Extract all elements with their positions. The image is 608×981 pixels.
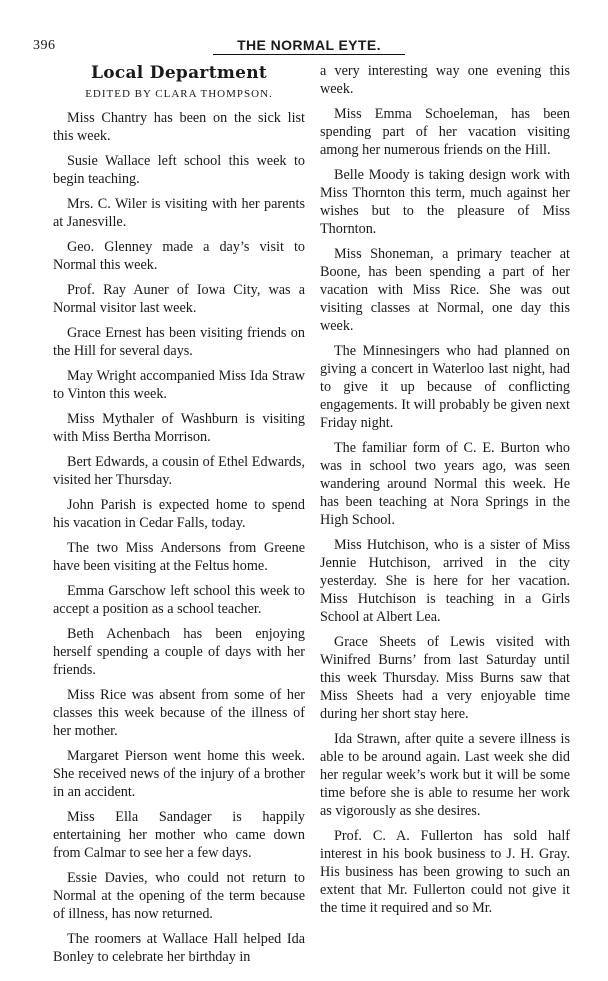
- news-item: Essie Davies, who could not return to Normal at the opening of the term because of illness, has now returned.: [53, 870, 305, 922]
- continued-paragraph: a very interesting way one evening this week.: [320, 63, 570, 97]
- news-item: The familiar form of C. E. Burton who was in school two years ago, was seen wandering around Normal this week. He has been teaching at Nora Springs in the High School.: [320, 440, 570, 528]
- news-item: Miss Chantry has been on the sick list this week.: [53, 110, 305, 144]
- section-byline: EDITED BY CLARA THOMPSON.: [85, 88, 273, 100]
- news-item: Miss Hutchison, who is a sister of Miss Jennie Hutchison, arrived in the city yesterday. She is here for her vacation. Miss Hutchison is teaching in a Girls School at Albert Lea.: [320, 537, 570, 625]
- news-item: Miss Emma Schoeleman, has been spending part of her vacation visiting among her numerous friends on the Hill.: [320, 106, 570, 158]
- news-item: Emma Garschow left school this week to accept a position as a school teacher.: [53, 583, 305, 617]
- news-item: Miss Mythaler of Washburn is visiting with Miss Bertha Morrison.: [53, 411, 305, 445]
- running-title: THE NORMAL EYTE.: [213, 37, 405, 55]
- news-item: John Parish is expected home to spend his vacation in Cedar Falls, today.: [53, 497, 305, 531]
- news-item: Miss Ella Sandager is happily entertaining her mother who came down from Calmar to see her a few days.: [53, 809, 305, 861]
- news-item: Mrs. C. Wiler is visiting with her parents at Janesville.: [53, 196, 305, 230]
- news-item: Prof. Ray Auner of Iowa City, was a Normal visitor last week.: [53, 282, 305, 316]
- news-item: Geo. Glenney made a day’s visit to Normal this week.: [53, 239, 305, 273]
- news-item: Grace Ernest has been visiting friends on the Hill for several days.: [53, 325, 305, 359]
- news-item: Ida Strawn, after quite a severe illness is able to be around again. Last week she did her regular week’s work but it will be some time before she is able to resume her work as vigorously as she desires.: [320, 731, 570, 819]
- news-item: The two Miss Andersons from Greene have been visiting at the Feltus home.: [53, 540, 305, 574]
- news-item: The Minnesingers who had planned on giving a concert in Waterloo last night, had to give it up because of conflicting engagements. It will probably be given next Friday night.: [320, 343, 570, 431]
- news-item: Miss Shoneman, a primary teacher at Boone, has been spending a part of her vacation with Miss Rice. She was out visiting classes at Normal, one day this week.: [320, 246, 570, 334]
- news-item: Susie Wallace left school this week to begin teaching.: [53, 153, 305, 187]
- section-title: Local Department: [90, 63, 268, 83]
- news-item: May Wright accompanied Miss Ida Straw to Vinton this week.: [53, 368, 305, 402]
- page-number: 396: [33, 38, 56, 53]
- news-item: Miss Rice was absent from some of her classes this week because of the illness of her mother.: [53, 687, 305, 739]
- news-item: Bert Edwards, a cousin of Ethel Edwards, visited her Thursday.: [53, 454, 305, 488]
- news-item: The roomers at Wallace Hall helped Ida Bonley to celebrate her birthday in: [53, 931, 305, 965]
- right-column: [320, 62, 570, 924]
- news-item: Belle Moody is taking design work with Miss Thornton this term, much against her wishes but to the pleasure of Miss Thornton.: [320, 167, 570, 237]
- news-item: Margaret Pierson went home this week. She received news of the injury of a brother in an accident.: [53, 748, 305, 800]
- news-item: Beth Achenbach has been enjoying herself spending a couple of days with her friends.: [53, 626, 305, 678]
- news-item: Grace Sheets of Lewis visited with Winifred Burns’ from last Saturday until this week Thursday. Miss Burns saw that Miss Sheets had a very enjoyable time during her short stay here.: [320, 634, 570, 722]
- news-item: Prof. C. A. Fullerton has sold half interest in his book business to J. H. Gray. His business has been growing to such an extent that Mr. Fullerton could not give it the time it required and so Mr.: [320, 828, 570, 916]
- left-column: [53, 62, 305, 973]
